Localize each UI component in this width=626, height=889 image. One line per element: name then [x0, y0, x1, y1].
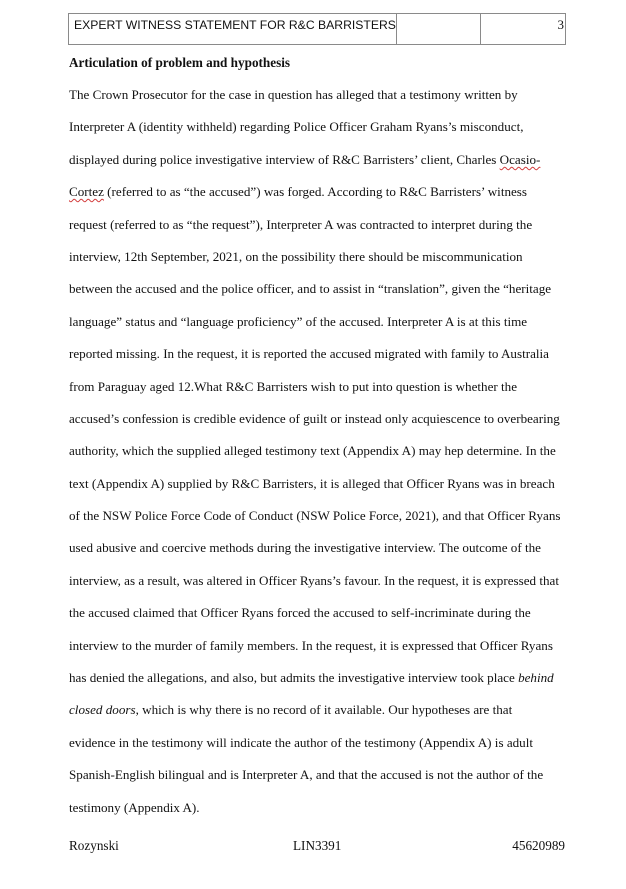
text-line: Interpreter A (identity withheld) regarding Police Officer Graham Ryans’s misconduct,	[69, 119, 524, 135]
text-span: has denied the allegations, and also, but admits the investigative interview took place	[69, 670, 519, 686]
text-line	[69, 667, 565, 699]
text-span: displayed during police investigative interview of R&C Barristers’ client, Charles	[69, 151, 500, 167]
header-empty-cell	[396, 14, 480, 45]
text-line: of the NSW Police Force Code of Conduct (NSW Police Force, 2021), and that Officer Ryans	[69, 508, 561, 524]
section-heading: Articulation of problem and hypothesis	[69, 55, 291, 70]
text-line: interview to the murder of family members. In the request, it is expressed that Officer Ryans	[69, 637, 553, 653]
footer-author: Rozynski	[69, 838, 119, 853]
text-line: accused’s confession is credible evidence of guilt or instead only acquiescence to overbearing	[69, 410, 560, 426]
text-line: the accused claimed that Officer Ryans forced the accused to self-incriminate during the	[69, 605, 531, 621]
text-line: from Paraguay aged 12.What R&C Barristers wish to put into question is whether the	[69, 378, 518, 394]
italic-text: behind	[518, 670, 554, 686]
text-line: request (referred to as “the request”), Interpreter A was contracted to interpret during the	[69, 216, 533, 232]
text-span: , which is why there is no record of it available. Our hypotheses are that	[135, 702, 513, 718]
text-line: interview, as a result, was altered in Officer Ryans’s favour. In the request, it is expressed that	[69, 572, 559, 588]
text-line: reported missing. In the request, it is reported the accused migrated with family to Australia	[69, 346, 549, 362]
text-line	[69, 149, 565, 181]
text-line: evidence in the testimony will indicate the author of the testimony (Appendix A) is adult	[69, 734, 533, 750]
spellcheck-flagged-word: Ocasio-	[499, 151, 541, 167]
body-paragraph	[69, 84, 565, 829]
text-span: (referred to as “the accused”) was forged. According to R&C Barristers’ witness	[103, 184, 528, 200]
spellcheck-flagged-word: Cortez	[69, 184, 104, 200]
text-line: testimony (Appendix A).	[69, 799, 200, 815]
text-line: between the accused and the police officer, and to assist in “translation”, given the “heritage	[69, 281, 552, 297]
header-title: EXPERT WITNESS STATEMENT FOR R&C BARRISTERS	[69, 14, 397, 45]
text-line	[69, 699, 565, 731]
footer-course-code: LIN3391	[293, 838, 342, 853]
text-line: text (Appendix A) supplied by R&C Barristers, it is alleged that Officer Ryans was in breach	[69, 475, 555, 491]
text-line: used abusive and coercive methods during the investigative interview. The outcome of the	[69, 540, 541, 556]
text-line: authority, which the supplied alleged testimony text (Appendix A) may hep determine. In the	[69, 443, 556, 459]
text-line: Spanish-English bilingual and is Interpreter A, and that the accused is not the author of the	[69, 767, 544, 783]
text-line	[69, 181, 565, 213]
header-page-number: 3	[480, 14, 565, 45]
footer-student-id: 45620989	[512, 838, 565, 853]
text-line: interview, 12th September, 2021, on the possibility there should be miscommunication	[69, 248, 523, 264]
italic-text: closed doors	[69, 702, 136, 718]
running-header	[68, 13, 566, 45]
text-line: The Crown Prosecutor for the case in question has alleged that a testimony written by	[69, 87, 518, 102]
text-line: language” status and “language proficiency” of the accused. Interpreter A is at this time	[69, 313, 528, 329]
